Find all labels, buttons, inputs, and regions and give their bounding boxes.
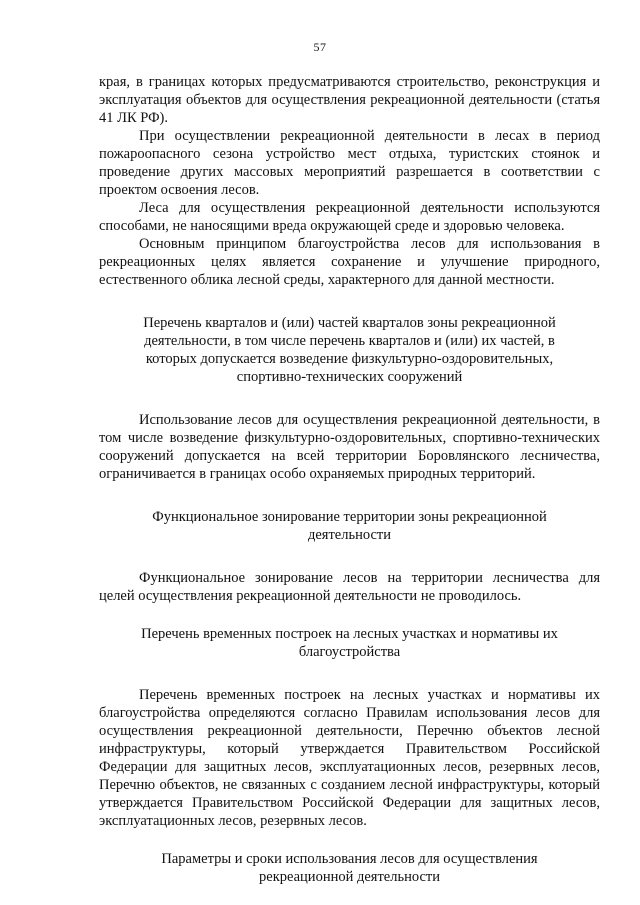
paragraph-fire-season: При осуществлении рекреационной деятельности в лесах в период пожароопасного сезона устройство мест отдыха, туристских стоянок и проведение других массовых мероприятий разрешается в соответствии с проектом освоения лесов. bbox=[99, 128, 600, 198]
page-number: 57 bbox=[313, 40, 327, 54]
paragraph-recreation-facilities: края, в границах которых предусматриваются строительство, реконструкция и эксплуатация объектов для осуществления рекреационной деятельности (статья 41 ЛК РФ). bbox=[99, 74, 600, 126]
section-heading-temporary-buildings: Перечень временных построек на лесных участках и нормативы их благоустройства bbox=[141, 626, 558, 660]
page-body bbox=[99, 73, 600, 886]
section-heading-quarters-list: Перечень кварталов и (или) частей кварталов зоны рекреационной деятельности, в том числе перечень кварталов и (или) их частей, в которых допускается возведение физкультурно-оздоровительных, спортивно-технических сооружений bbox=[143, 315, 556, 385]
paragraph-temporary-buildings-rules: Перечень временных построек на лесных участках и нормативы их благоустройства определяются согласно Правилам использования лесов для осуществления рекреационной деятельности, Перечню объектов лесной инфраструктуры, который утверждается Правительством Российской Федерации для защитных лесов, эксплуатационных лесов, резервных лесов, Перечню объектов, не связанных с созданием лесной инфраструктуры, который утверждается Правительством Российской Федерации для защитных лесов, эксплуатационных лесов, резервных лесов. bbox=[99, 687, 600, 829]
paragraph-usage-methods: Леса для осуществления рекреационной деятельности используются способами, не наносящими вреда окружающей среде и здоровью человека. bbox=[99, 200, 600, 234]
section-heading-usage-parameters: Параметры и сроки использования лесов для осуществления рекреационной деятельности bbox=[161, 851, 538, 885]
paragraph-forest-use-territory: Использование лесов для осуществления рекреационной деятельности, в том числе возведение физкультурно-оздоровительных, спортивно-технических сооружений допускается на всей территории Боровлянского лесничества, ограничивается в границах особо охраняемых природных территорий. bbox=[99, 412, 600, 482]
paragraph-zoning-not-done: Функциональное зонирование лесов на территории лесничества для целей осуществления рекреационной деятельности не проводилось. bbox=[99, 570, 600, 604]
paragraph-improvement-principle: Основным принципом благоустройства лесов для использования в рекреационных целях является сохранение и улучшение природного, естественного облика лесной среды, характерного для данной местности. bbox=[99, 236, 600, 288]
section-heading-functional-zoning: Функциональное зонирование территории зоны рекреационной деятельности bbox=[152, 509, 547, 543]
